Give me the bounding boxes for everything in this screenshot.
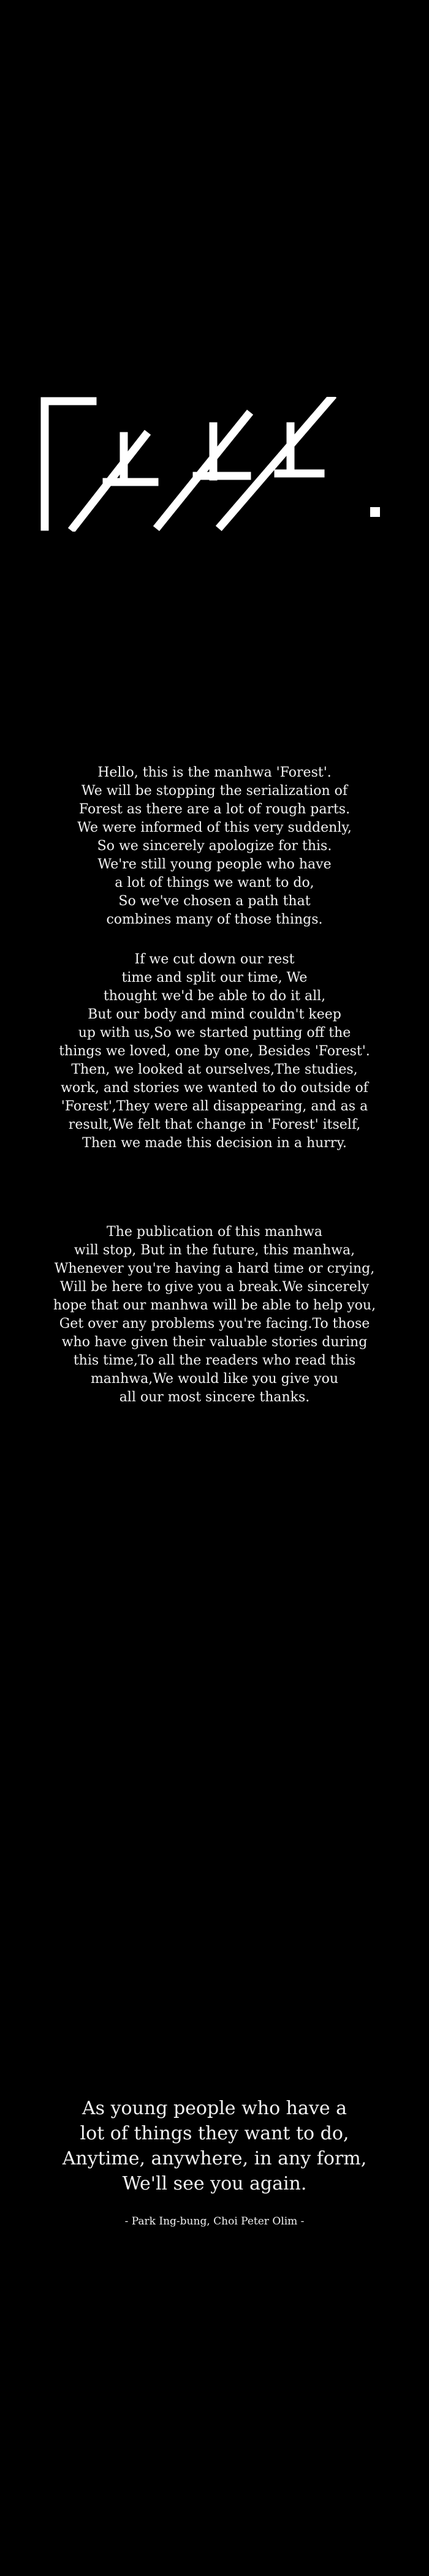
decision-line: result,We felt that change in 'Forest' itself, <box>68 1117 361 1132</box>
decision-line: But our body and mind couldn't keep <box>88 1007 341 1022</box>
decision-line: Then we made this decision in a hurry. <box>82 1135 347 1151</box>
decision-line: thought we'd be able to do it all, <box>103 989 326 1004</box>
decision-line: If we cut down our rest <box>134 952 295 967</box>
intro-line: Hello, this is the manhwa 'Forest'. <box>97 765 332 780</box>
closing-line: Anytime, anywhere, in any form, <box>62 2148 367 2169</box>
thanks-line: manhwa,We would like you give you <box>90 1371 339 1387</box>
closing-line: lot of things they want to do, <box>80 2123 349 2144</box>
intro-line: So we sincerely apologize for this. <box>97 838 332 854</box>
closing-line: We'll see you again. <box>122 2173 307 2194</box>
thanks-line: The publication of this manhwa <box>107 1224 322 1240</box>
decision-line: 'Forest',They were all disappearing, and as a <box>61 1099 368 1114</box>
intro-line: a lot of things we want to do, <box>115 875 314 891</box>
intro-line: We will be stopping the serialization of <box>81 783 348 799</box>
decision-line: up with us,So we started putting off the <box>78 1025 351 1041</box>
thanks-line: hope that our manhwa will be able to help you, <box>53 1298 376 1313</box>
thanks-paragraph <box>0 1223 429 1407</box>
closing-message <box>0 2096 429 2196</box>
intro-line: combines many of those things. <box>106 912 323 927</box>
intro-paragraph <box>0 764 429 929</box>
intro-line: So we've chosen a path that <box>118 894 311 909</box>
decision-line: work, and stories we wanted to do outside of <box>61 1080 368 1096</box>
forest-title-logo <box>40 397 390 532</box>
decision-paragraph <box>0 951 429 1153</box>
thanks-line: who have given their valuable stories during <box>61 1335 368 1350</box>
thanks-line: Whenever you're having a hard time or crying, <box>54 1261 375 1276</box>
decision-line: things we loved, one by one, Besides 'Forest'. <box>59 1044 370 1059</box>
decision-line: time and split our time, We <box>121 970 308 985</box>
closing-line: As young people who have a <box>82 2098 347 2119</box>
intro-line: We were informed of this very suddenly, <box>77 820 352 835</box>
thanks-line: Will be here to give you a break.We sincerely <box>59 1279 370 1295</box>
thanks-line: will stop, But in the future, this manhwa, <box>74 1243 355 1258</box>
intro-line: Forest as there are a lot of rough parts. <box>78 802 351 817</box>
intro-line: We're still young people who have <box>97 857 332 872</box>
decision-line: Then, we looked at ourselves,The studies, <box>71 1062 358 1077</box>
author-signature: - Park Ing-bung, Choi Peter Olim - <box>124 2215 305 2228</box>
thanks-line: this time,To all the readers who read this <box>73 1353 356 1368</box>
thanks-line: Get over any problems you're facing.To those <box>59 1316 370 1331</box>
thanks-line: all our most sincere thanks. <box>119 1390 310 1405</box>
